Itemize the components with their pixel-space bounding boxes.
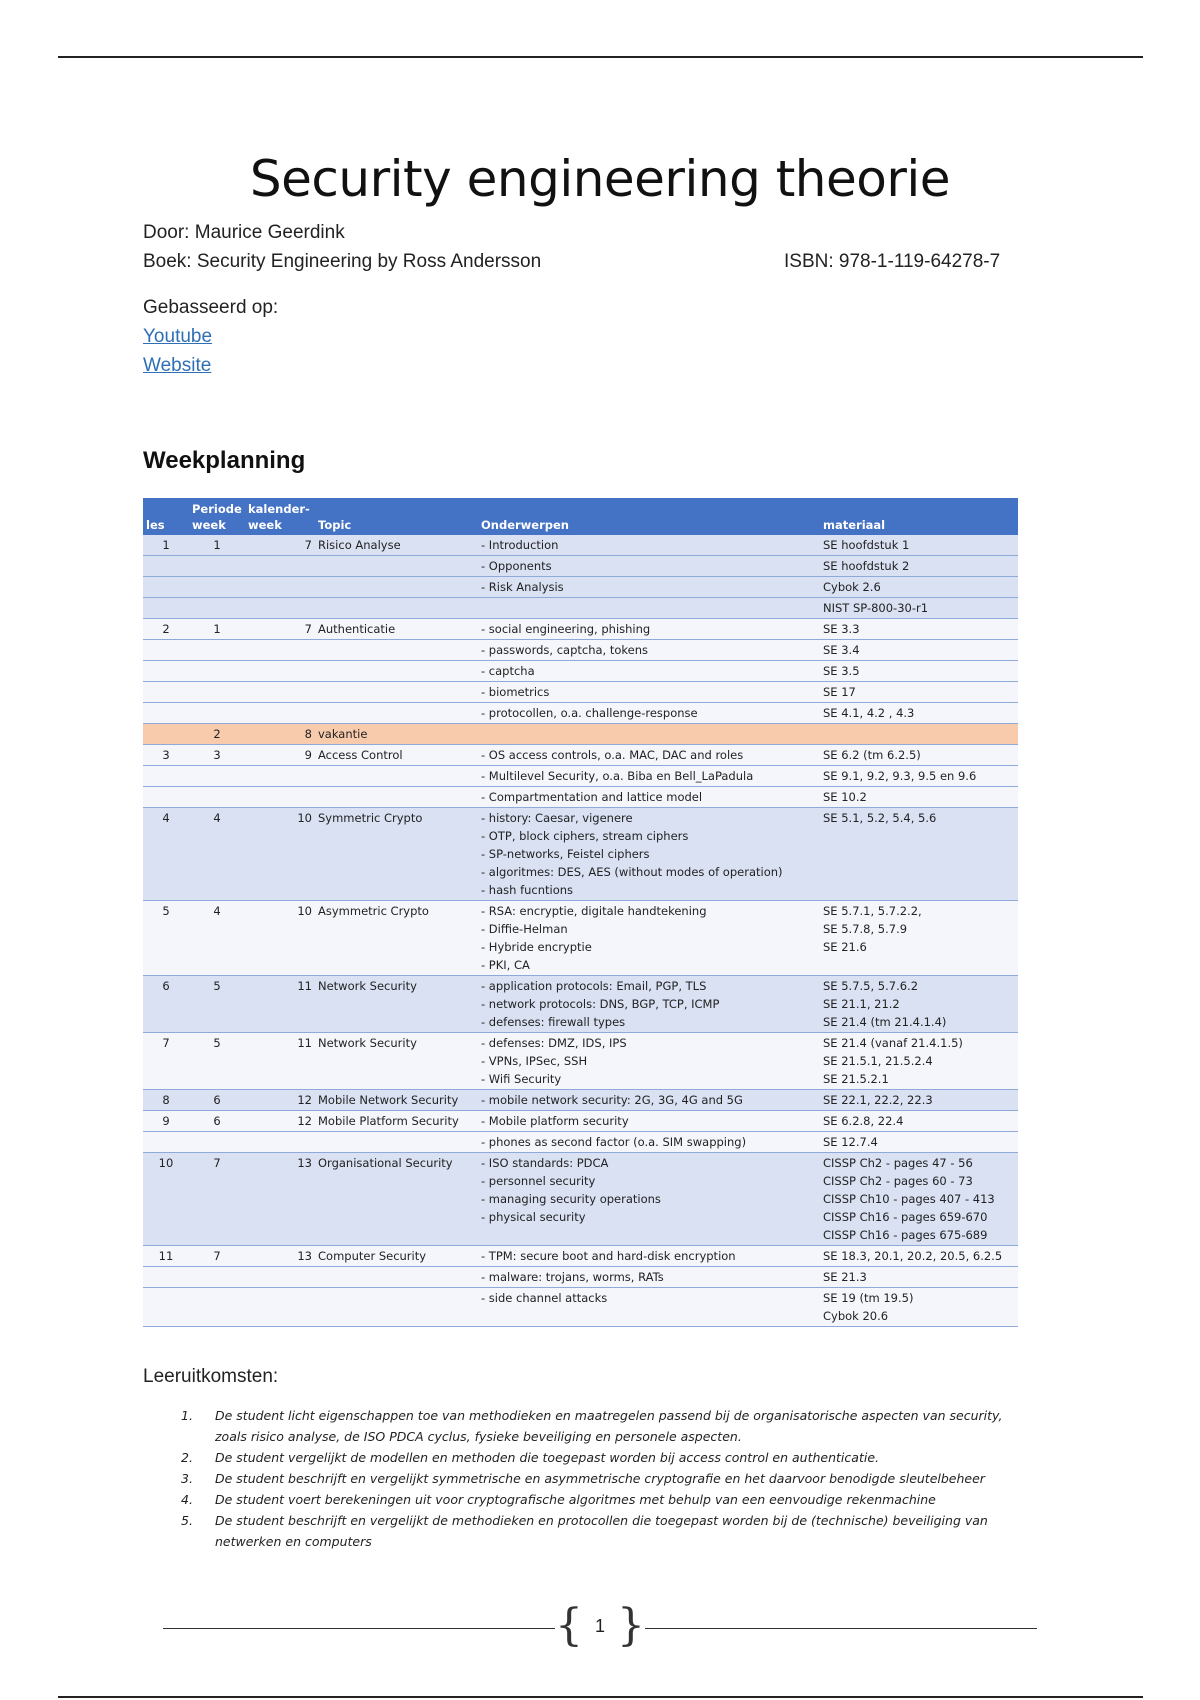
materiaal-line: SE 5.7.5, 5.7.6.2 xyxy=(823,979,919,993)
cell-materiaal xyxy=(820,1246,1018,1267)
outcome-text: zoals risico analyse, de ISO PDCA cyclus, fysieke beveiliging en personele aspecten. xyxy=(215,1429,742,1444)
outcome-number: 1. xyxy=(181,1408,193,1423)
materiaal-line: SE 4.1, 4.2 , 4.3 xyxy=(823,706,915,720)
website-link[interactable]: Website xyxy=(143,355,212,376)
cell-kalender xyxy=(245,682,315,703)
cell-les: 8 xyxy=(143,1090,189,1111)
materiaal-line: Cybok 2.6 xyxy=(823,580,881,594)
table-row xyxy=(143,577,1018,598)
cell-les: 7 xyxy=(143,1033,189,1090)
cell-topic xyxy=(315,661,478,682)
cell-materiaal xyxy=(820,556,1018,577)
materiaal-line: CISSP Ch2 - pages 47 - 56 xyxy=(823,1156,973,1170)
cell-kalender: 7 xyxy=(245,535,315,556)
onderwerpen-line: - VPNs, IPSec, SSH xyxy=(481,1054,588,1068)
cell-kalender xyxy=(245,640,315,661)
cell-onderwerpen xyxy=(478,1153,820,1246)
header-periode-week: Periode week xyxy=(189,498,245,535)
cell-materiaal xyxy=(820,766,1018,787)
cell-materiaal xyxy=(820,682,1018,703)
table-row xyxy=(143,1153,1018,1246)
cell-onderwerpen xyxy=(478,1267,820,1288)
materiaal-line: SE 21.1, 21.2 xyxy=(823,997,900,1011)
cell-onderwerpen xyxy=(478,535,820,556)
cell-onderwerpen xyxy=(478,619,820,640)
cell-les: 5 xyxy=(143,901,189,976)
materiaal-line: SE 17 xyxy=(823,685,856,699)
outcome-number: 3. xyxy=(181,1471,193,1486)
cell-kalender xyxy=(245,703,315,724)
onderwerpen-line: - Hybride encryptie xyxy=(481,940,592,954)
page-number-block xyxy=(555,1600,645,1651)
cell-materiaal xyxy=(820,745,1018,766)
onderwerpen-line: - ISO standards: PDCA xyxy=(481,1156,609,1170)
weekplanning-table xyxy=(143,498,1018,1327)
onderwerpen-line: - side channel attacks xyxy=(481,1291,608,1305)
outcomes-list xyxy=(178,1405,1028,1552)
cell-les: 4 xyxy=(143,808,189,901)
cell-periode: 6 xyxy=(189,1090,245,1111)
cell-les xyxy=(143,703,189,724)
materiaal-line: SE 21.6 xyxy=(823,940,867,954)
outcome-item xyxy=(178,1468,1028,1489)
cell-onderwerpen xyxy=(478,577,820,598)
cell-periode: 3 xyxy=(189,745,245,766)
cell-periode: 5 xyxy=(189,976,245,1033)
onderwerpen-line: - protocollen, o.a. challenge-response xyxy=(481,706,698,720)
cell-periode xyxy=(189,556,245,577)
based-on-label: Gebasseerd op: xyxy=(143,297,279,318)
table-row xyxy=(143,1090,1018,1111)
cell-periode xyxy=(189,703,245,724)
cell-onderwerpen xyxy=(478,1132,820,1153)
cell-topic xyxy=(315,682,478,703)
cell-les: 10 xyxy=(143,1153,189,1246)
cell-materiaal xyxy=(820,598,1018,619)
materiaal-line: SE 9.1, 9.2, 9.3, 9.5 en 9.6 xyxy=(823,769,977,783)
cell-topic: Organisational Security xyxy=(315,1153,478,1246)
table-row xyxy=(143,682,1018,703)
cell-periode xyxy=(189,1132,245,1153)
cell-periode xyxy=(189,577,245,598)
cell-kalender: 12 xyxy=(245,1111,315,1132)
left-brace-icon: { xyxy=(555,1600,583,1651)
cell-materiaal xyxy=(820,1090,1018,1111)
cell-kalender: 11 xyxy=(245,1033,315,1090)
bottom-rule xyxy=(58,1696,1143,1698)
table-row xyxy=(143,556,1018,577)
cell-onderwerpen xyxy=(478,976,820,1033)
cell-materiaal xyxy=(820,661,1018,682)
materiaal-line: SE 6.2 (tm 6.2.5) xyxy=(823,748,921,762)
onderwerpen-line: - social engineering, phishing xyxy=(481,622,651,636)
onderwerpen-line: - TPM: secure boot and hard-disk encryption xyxy=(481,1249,736,1263)
table-row-vakantie xyxy=(143,724,1018,745)
cell-kalender: 9 xyxy=(245,745,315,766)
materiaal-line: SE 3.5 xyxy=(823,664,860,678)
onderwerpen-line: - mobile network security: 2G, 3G, 4G and 5G xyxy=(481,1093,743,1107)
cell-kalender xyxy=(245,1132,315,1153)
outcome-text: netwerken en computers xyxy=(215,1534,372,1549)
cell-kalender xyxy=(245,766,315,787)
cell-les xyxy=(143,724,189,745)
cell-les xyxy=(143,640,189,661)
table-row xyxy=(143,619,1018,640)
cell-kalender: 13 xyxy=(245,1246,315,1267)
cell-periode xyxy=(189,1267,245,1288)
top-rule xyxy=(58,56,1143,58)
table-row xyxy=(143,703,1018,724)
onderwerpen-line: - application protocols: Email, PGP, TLS xyxy=(481,979,707,993)
table-row xyxy=(143,640,1018,661)
onderwerpen-line: - biometrics xyxy=(481,685,550,699)
cell-onderwerpen xyxy=(478,1090,820,1111)
table-row xyxy=(143,1033,1018,1090)
page-number: 1 xyxy=(594,1616,605,1636)
materiaal-line: SE 5.7.1, 5.7.2.2, xyxy=(823,904,922,918)
cell-les: 3 xyxy=(143,745,189,766)
materiaal-line: SE 21.3 xyxy=(823,1270,867,1284)
cell-topic xyxy=(315,703,478,724)
cell-materiaal xyxy=(820,1111,1018,1132)
cell-materiaal xyxy=(820,1033,1018,1090)
onderwerpen-line: - Opponents xyxy=(481,559,552,573)
table-row xyxy=(143,808,1018,901)
cell-periode: 7 xyxy=(189,1246,245,1267)
cell-materiaal xyxy=(820,535,1018,556)
cell-topic: vakantie xyxy=(315,724,478,745)
header-topic: Topic xyxy=(315,498,478,535)
cell-onderwerpen xyxy=(478,640,820,661)
materiaal-line: SE 5.1, 5.2, 5.4, 5.6 xyxy=(823,811,937,825)
footer-rule-right xyxy=(645,1628,1037,1629)
materiaal-line: SE 21.5.2.1 xyxy=(823,1072,889,1086)
materiaal-line: SE 21.5.1, 21.5.2.4 xyxy=(823,1054,933,1068)
cell-les xyxy=(143,682,189,703)
onderwerpen-line: - OS access controls, o.a. MAC, DAC and roles xyxy=(481,748,744,762)
materiaal-line: CISSP Ch16 - pages 675-689 xyxy=(823,1228,988,1242)
cell-les xyxy=(143,766,189,787)
cell-kalender: 11 xyxy=(245,976,315,1033)
cell-topic: Computer Security xyxy=(315,1246,478,1267)
cell-topic: Symmetric Crypto xyxy=(315,808,478,901)
cell-les xyxy=(143,577,189,598)
right-brace-icon: } xyxy=(617,1600,645,1651)
table-row xyxy=(143,766,1018,787)
cell-topic: Access Control xyxy=(315,745,478,766)
outcome-text: De student licht eigenschappen toe van methodieken en maatregelen passend bij de organisatorische aspecten van security, xyxy=(215,1408,1003,1423)
table-row xyxy=(143,1267,1018,1288)
cell-les xyxy=(143,661,189,682)
cell-materiaal xyxy=(820,901,1018,976)
onderwerpen-line: - Mobile platform security xyxy=(481,1114,629,1128)
header-onderwerpen: Onderwerpen xyxy=(478,498,820,535)
onderwerpen-line: - hash fucntions xyxy=(481,883,574,897)
document-title: Security engineering theorie xyxy=(249,150,951,208)
cell-topic: Authenticatie xyxy=(315,619,478,640)
cell-kalender: 10 xyxy=(245,901,315,976)
materiaal-line: SE 21.4 (tm 21.4.1.4) xyxy=(823,1015,947,1029)
cell-materiaal xyxy=(820,1132,1018,1153)
cell-topic xyxy=(315,1267,478,1288)
cell-onderwerpen xyxy=(478,1033,820,1090)
onderwerpen-line: - Diffie-Helman xyxy=(481,922,568,936)
cell-topic: Network Security xyxy=(315,1033,478,1090)
cell-periode xyxy=(189,766,245,787)
cell-kalender xyxy=(245,787,315,808)
onderwerpen-line: - managing security operations xyxy=(481,1192,661,1206)
onderwerpen-line: - personnel security xyxy=(481,1174,596,1188)
cell-periode xyxy=(189,640,245,661)
materiaal-line: SE 3.3 xyxy=(823,622,860,636)
cell-les xyxy=(143,1288,189,1327)
cell-les: 1 xyxy=(143,535,189,556)
cell-les: 2 xyxy=(143,619,189,640)
cell-kalender xyxy=(245,598,315,619)
cell-topic: Network Security xyxy=(315,976,478,1033)
cell-topic xyxy=(315,1288,478,1327)
cell-kalender xyxy=(245,1267,315,1288)
cell-onderwerpen xyxy=(478,556,820,577)
cell-periode: 4 xyxy=(189,901,245,976)
cell-onderwerpen xyxy=(478,766,820,787)
cell-materiaal xyxy=(820,640,1018,661)
onderwerpen-line: - network protocols: DNS, BGP, TCP, ICMP xyxy=(481,997,720,1011)
materiaal-line: SE hoofdstuk 2 xyxy=(823,559,910,573)
materiaal-line: NIST SP-800-30-r1 xyxy=(823,601,929,615)
cell-kalender xyxy=(245,556,315,577)
table-row xyxy=(143,535,1018,556)
cell-les xyxy=(143,787,189,808)
cell-topic: Mobile Network Security xyxy=(315,1090,478,1111)
cell-topic xyxy=(315,577,478,598)
cell-les: 11 xyxy=(143,1246,189,1267)
cell-onderwerpen xyxy=(478,724,820,745)
outcome-number: 4. xyxy=(181,1492,193,1507)
outcome-text: De student vergelijkt de modellen en methoden die toegepast worden bij access control en authenticatie. xyxy=(215,1450,879,1465)
cell-les xyxy=(143,1132,189,1153)
outcome-item xyxy=(178,1510,1028,1552)
cell-periode: 4 xyxy=(189,808,245,901)
cell-materiaal xyxy=(820,1288,1018,1327)
cell-topic xyxy=(315,640,478,661)
cell-materiaal xyxy=(820,808,1018,901)
outcome-number: 5. xyxy=(181,1513,193,1528)
cell-kalender xyxy=(245,661,315,682)
onderwerpen-line: - RSA: encryptie, digitale handtekening xyxy=(481,904,707,918)
cell-materiaal xyxy=(820,976,1018,1033)
cell-periode: 1 xyxy=(189,535,245,556)
materiaal-line: SE 12.7.4 xyxy=(823,1135,878,1149)
cell-kalender: 8 xyxy=(245,724,315,745)
header-materiaal: materiaal xyxy=(820,498,1018,535)
materiaal-line: SE 19 (tm 19.5) xyxy=(823,1291,914,1305)
onderwerpen-line: - captcha xyxy=(481,664,535,678)
cell-periode: 1 xyxy=(189,619,245,640)
onderwerpen-line: - malware: trojans, worms, RATs xyxy=(481,1270,664,1284)
cell-onderwerpen xyxy=(478,682,820,703)
header-kalender-week: kalender- week xyxy=(245,498,315,535)
onderwerpen-line: - history: Caesar, vigenere xyxy=(481,811,633,825)
cell-onderwerpen xyxy=(478,745,820,766)
table-header-row xyxy=(143,498,1018,535)
table-row xyxy=(143,745,1018,766)
cell-topic xyxy=(315,556,478,577)
table-row xyxy=(143,1246,1018,1267)
cell-periode xyxy=(189,1288,245,1327)
cell-onderwerpen xyxy=(478,901,820,976)
cell-topic xyxy=(315,598,478,619)
table-row xyxy=(143,1288,1018,1327)
book-line: Boek: Security Engineering by Ross Andersson xyxy=(143,251,542,272)
onderwerpen-line: - defenses: firewall types xyxy=(481,1015,626,1029)
cell-kalender: 10 xyxy=(245,808,315,901)
table-row xyxy=(143,1132,1018,1153)
cell-kalender xyxy=(245,577,315,598)
cell-periode: 2 xyxy=(189,724,245,745)
onderwerpen-line: - SP-networks, Feistel ciphers xyxy=(481,847,650,861)
outcome-text: De student voert berekeningen uit voor cryptografische algoritmes met behulp van een eenvoudige rekenmachine xyxy=(215,1492,936,1507)
materiaal-line: CISSP Ch10 - pages 407 - 413 xyxy=(823,1192,995,1206)
cell-kalender: 13 xyxy=(245,1153,315,1246)
outcome-text: De student beschrijft en vergelijkt de methodieken en protocollen die toegepast worden bij de (technische) beveiliging van xyxy=(215,1513,988,1528)
cell-onderwerpen xyxy=(478,598,820,619)
cell-periode: 6 xyxy=(189,1111,245,1132)
cell-topic: Risico Analyse xyxy=(315,535,478,556)
cell-onderwerpen xyxy=(478,661,820,682)
cell-kalender xyxy=(245,1288,315,1327)
cell-periode xyxy=(189,682,245,703)
footer-rule-left xyxy=(163,1628,555,1629)
cell-les xyxy=(143,1267,189,1288)
cell-topic xyxy=(315,766,478,787)
materiaal-line: CISSP Ch2 - pages 60 - 73 xyxy=(823,1174,973,1188)
cell-onderwerpen xyxy=(478,787,820,808)
cell-materiaal xyxy=(820,787,1018,808)
cell-materiaal xyxy=(820,724,1018,745)
onderwerpen-line: - PKI, CA xyxy=(481,958,530,972)
cell-materiaal xyxy=(820,1267,1018,1288)
cell-materiaal xyxy=(820,703,1018,724)
onderwerpen-line: - Wifi Security xyxy=(481,1072,562,1086)
cell-onderwerpen xyxy=(478,808,820,901)
cell-periode xyxy=(189,598,245,619)
materiaal-line: SE 5.7.8, 5.7.9 xyxy=(823,922,908,936)
cell-topic xyxy=(315,787,478,808)
outcome-item xyxy=(178,1489,1028,1510)
outcome-number: 2. xyxy=(181,1450,193,1465)
cell-topic: Mobile Platform Security xyxy=(315,1111,478,1132)
cell-materiaal xyxy=(820,1153,1018,1246)
onderwerpen-line: - OTP, block ciphers, stream ciphers xyxy=(481,829,689,843)
cell-les xyxy=(143,598,189,619)
outcomes-heading: Leeruitkomsten: xyxy=(143,1366,279,1387)
outcome-text: De student beschrijft en vergelijkt symmetrische en asymmetrische cryptografie en het daarvoor benodigde sleutelbeheer xyxy=(215,1471,985,1486)
outcome-item xyxy=(178,1405,1028,1447)
table-row xyxy=(143,661,1018,682)
onderwerpen-line: - physical security xyxy=(481,1210,586,1224)
table-row xyxy=(143,787,1018,808)
table-row xyxy=(143,598,1018,619)
cell-les: 9 xyxy=(143,1111,189,1132)
onderwerpen-line: - Compartmentation and lattice model xyxy=(481,790,703,804)
table-row xyxy=(143,976,1018,1033)
cell-materiaal xyxy=(820,577,1018,598)
cell-periode: 5 xyxy=(189,1033,245,1090)
cell-onderwerpen xyxy=(478,1111,820,1132)
cell-les: 6 xyxy=(143,976,189,1033)
onderwerpen-line: - algoritmes: DES, AES (without modes of operation) xyxy=(481,865,783,879)
cell-onderwerpen xyxy=(478,1246,820,1267)
onderwerpen-line: - phones as second factor (o.a. SIM swapping) xyxy=(481,1135,747,1149)
cell-les xyxy=(143,556,189,577)
cell-periode: 7 xyxy=(189,1153,245,1246)
onderwerpen-line: - Multilevel Security, o.a. Biba en Bell_LaPadula xyxy=(481,769,754,783)
isbn-line: ISBN: 978-1-119-64278-7 xyxy=(784,251,1001,272)
outcome-item xyxy=(178,1447,1028,1468)
onderwerpen-line: - Risk Analysis xyxy=(481,580,564,594)
cell-onderwerpen xyxy=(478,703,820,724)
cell-materiaal xyxy=(820,619,1018,640)
onderwerpen-line: - passwords, captcha, tokens xyxy=(481,643,649,657)
materiaal-line: SE hoofdstuk 1 xyxy=(823,538,910,552)
materiaal-line: SE 18.3, 20.1, 20.2, 20.5, 6.2.5 xyxy=(823,1249,1003,1263)
youtube-link[interactable]: Youtube xyxy=(143,326,213,347)
materiaal-line: SE 3.4 xyxy=(823,643,860,657)
materiaal-line: SE 21.4 (vanaf 21.4.1.5) xyxy=(823,1036,963,1050)
materiaal-line: Cybok 20.6 xyxy=(823,1309,889,1323)
header-les: les xyxy=(143,498,189,535)
cell-periode xyxy=(189,787,245,808)
cell-onderwerpen xyxy=(478,1288,820,1327)
cell-periode xyxy=(189,661,245,682)
materiaal-line: SE 22.1, 22.2, 22.3 xyxy=(823,1093,933,1107)
cell-kalender: 7 xyxy=(245,619,315,640)
materiaal-line: SE 10.2 xyxy=(823,790,867,804)
onderwerpen-line: - Introduction xyxy=(481,538,559,552)
table-row xyxy=(143,1111,1018,1132)
cell-topic: Asymmetric Crypto xyxy=(315,901,478,976)
onderwerpen-line: - defenses: DMZ, IDS, IPS xyxy=(481,1036,627,1050)
cell-kalender: 12 xyxy=(245,1090,315,1111)
materiaal-line: CISSP Ch16 - pages 659-670 xyxy=(823,1210,988,1224)
section-heading-weekplanning: Weekplanning xyxy=(143,447,306,474)
materiaal-line: SE 6.2.8, 22.4 xyxy=(823,1114,904,1128)
table-row xyxy=(143,901,1018,976)
author-line: Door: Maurice Geerdink xyxy=(143,222,345,243)
cell-topic xyxy=(315,1132,478,1153)
